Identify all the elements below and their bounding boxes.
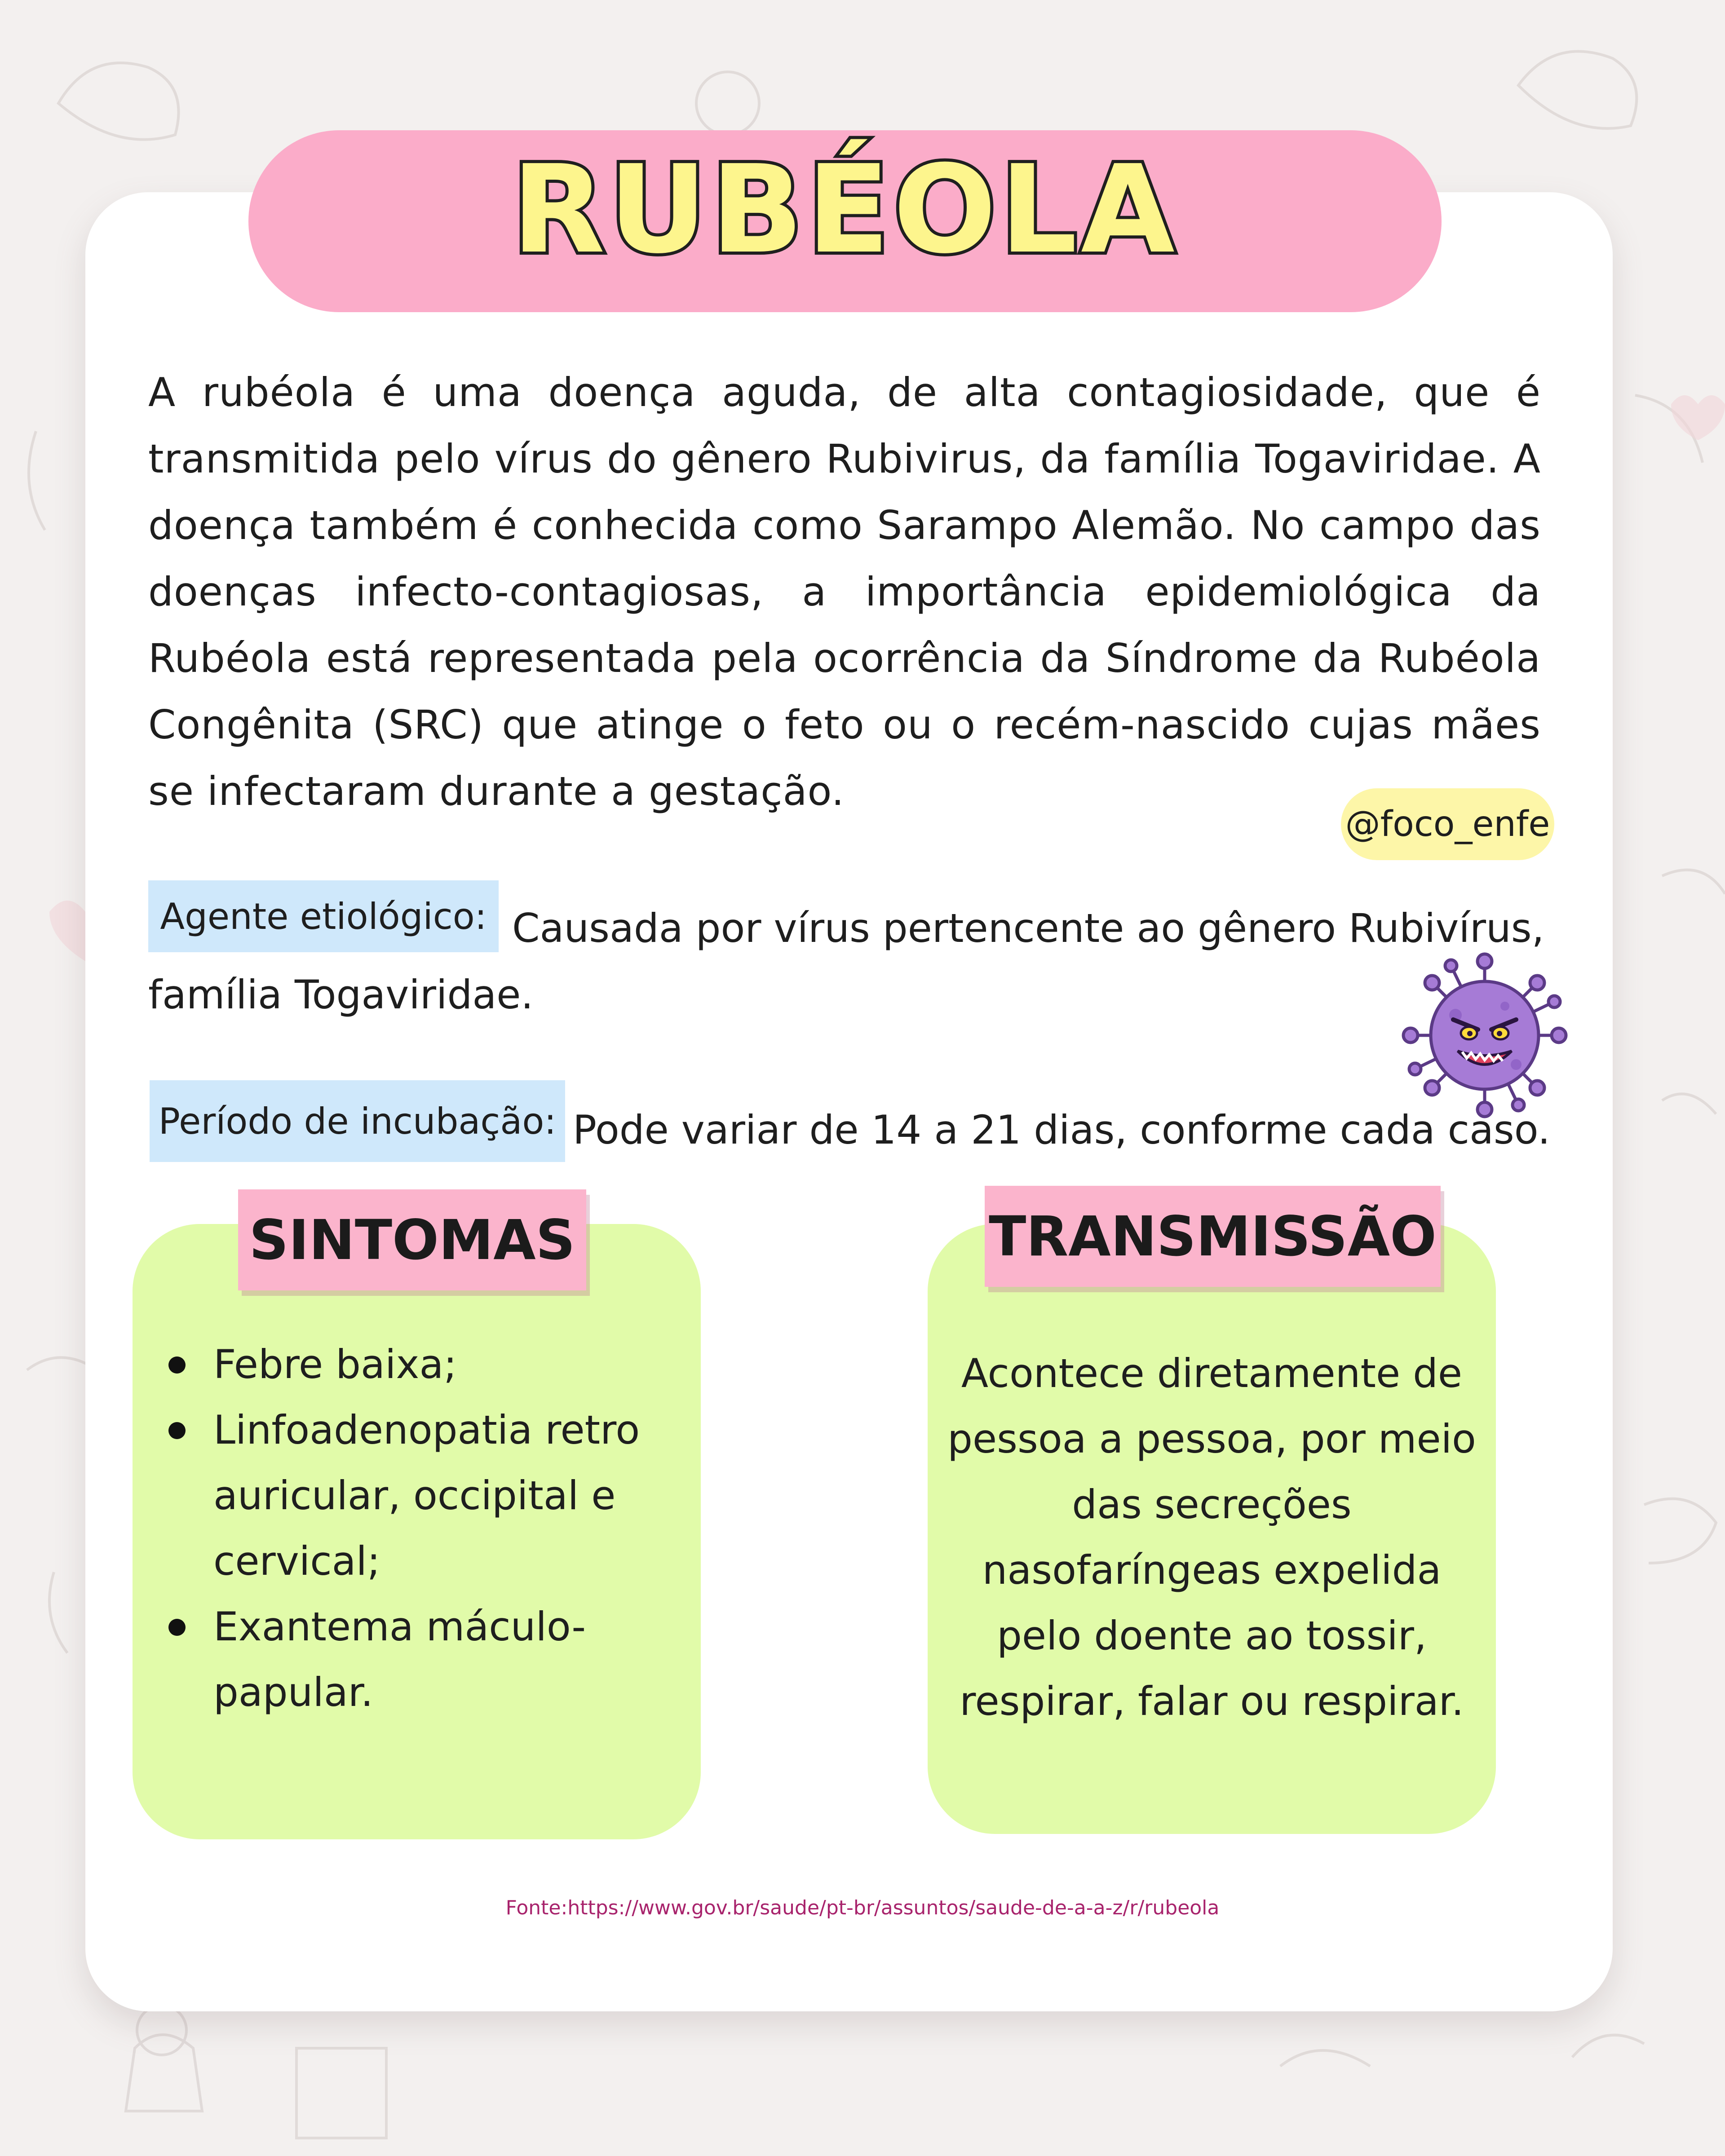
transmissao-heading: TRANSMISSÃO [985,1186,1441,1287]
periodo-incubacao-label: Período de incubação: [150,1080,565,1162]
list-item [166,1332,678,1397]
bullet-icon [168,1356,186,1374]
sintomas-heading: SINTOMAS [238,1189,586,1290]
source-citation: Fonte:https://www.gov.br/saude/pt-br/assuntos/saude-de-a-a-z/r/rubeola [505,1896,1220,1919]
title-banner [248,130,1442,312]
agente-etiologico-value-line-2: família Togaviridae. [148,972,534,1018]
list-item [166,1594,678,1725]
sintoma-text: Febre baixa; [213,1341,457,1387]
periodo-incubacao-value: Pode variar de 14 a 21 dias, conforme cada caso. [573,1107,1551,1153]
intro-paragraph: A rubéola é uma doença aguda, de alta contagiosidade, que é transmitida pelo vírus do gênero Rubivirus, da família Togaviridae. A doença também é conhecida como Sarampo Alemão. No campo das doenças infecto-contagiosas, a importância epidemiológica da Rubéola está representada pela ocorrência da Síndrome da Rubéola Congênita (SRC) que atinge o feto ou o recém-nascido cujas mães se infectaram durante a gestação. [148,369,1541,814]
sintoma-text: Linfoadenopatia retro auricular, occipital e cervical; [213,1407,640,1584]
list-item [166,1397,678,1594]
transmissao-text: Acontece diretamente de pessoa a pessoa, por meio das secreções nasofaríngeas expelida pelo doente ao tossir, respirar, falar ou respirar. [947,1350,1476,1724]
page-title: RUBÉOLA [512,139,1178,280]
virus-icon [1402,952,1568,1118]
author-handle-badge: @foco_enfe [1341,788,1554,860]
bullet-icon [168,1422,186,1439]
agente-etiologico-value-line-1: Causada por vírus pertencente ao gênero Rubivírus, [512,905,1544,951]
agente-etiologico-label: Agente etiológico: [148,880,499,952]
sintoma-text: Exantema máculo-papular. [213,1604,586,1715]
title-graphic [248,130,1442,312]
bullet-icon [168,1619,186,1636]
sintomas-list [166,1332,678,1725]
